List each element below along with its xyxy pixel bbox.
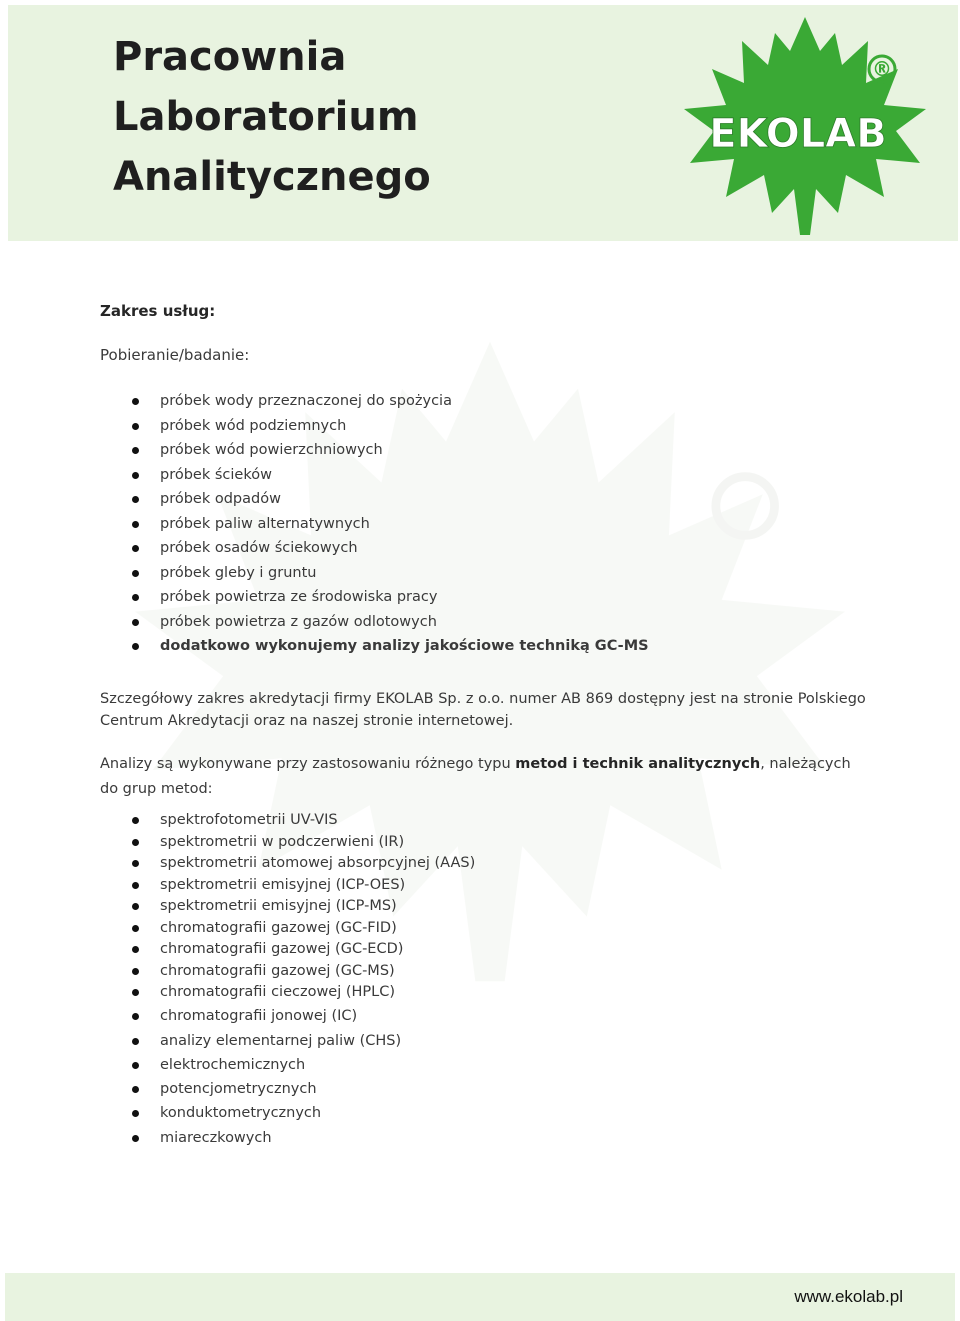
list-item: próbek odpadów	[100, 489, 649, 514]
list-item: chromatografii gazowej (GC-MS)	[100, 961, 475, 983]
services-subheading: Pobieranie/badanie:	[100, 346, 250, 364]
list-item: miareczkowych	[100, 1128, 475, 1152]
footer-bar	[5, 1273, 955, 1321]
header-banner	[8, 5, 958, 241]
list-item: próbek wód powierzchniowych	[100, 440, 649, 465]
list-item: chromatografii cieczowej (HPLC)	[100, 982, 475, 1006]
list-item: chromatografii gazowej (GC-FID)	[100, 918, 475, 940]
list-item: spektrometrii emisyjnej (ICP-OES)	[100, 875, 475, 897]
list-item: próbek powietrza z gazów odlotowych	[100, 612, 649, 637]
list-item: próbek paliw alternatywnych	[100, 514, 649, 539]
list-item: próbek wód podziemnych	[100, 416, 649, 441]
ekolab-logo	[670, 13, 940, 238]
list-item: spektrometrii emisyjnej (ICP-MS)	[100, 896, 475, 918]
list-item-gcms-note: dodatkowo wykonujemy analizy jakościowe techniką GC-MS	[100, 636, 649, 661]
list-item: spektrometrii atomowej absorpcyjnej (AAS)	[100, 853, 475, 875]
logo-text: EKOLAB	[709, 111, 887, 157]
services-heading: Zakres usług:	[100, 302, 216, 320]
methods-intro: Analizy są wykonywane przy zastosowaniu różnego typu metod i technik analitycznych, należących do grup metod:	[100, 755, 851, 797]
list-item: próbek osadów ściekowych	[100, 538, 649, 563]
list-item: próbek powietrza ze środowiska pracy	[100, 587, 649, 612]
sampling-list	[100, 391, 649, 661]
list-item: elektrochemicznych	[100, 1055, 475, 1079]
list-item: chromatografii jonowej (IC)	[100, 1006, 475, 1030]
footer-website-link[interactable]: www.ekolab.pl	[794, 1287, 903, 1306]
list-item: próbek wody przeznaczonej do spożycia	[100, 391, 649, 416]
list-item: próbek ścieków	[100, 465, 649, 490]
list-item: potencjometrycznych	[100, 1079, 475, 1103]
title-line-2: Laboratorium	[113, 94, 419, 140]
methods-intro-bold: metod i technik analitycznych	[515, 755, 761, 772]
list-item: spektrofotometrii UV-VIS	[100, 810, 475, 832]
accreditation-paragraph: Szczegółowy zakres akredytacji firmy EKOLAB Sp. z o.o. numer AB 869 dostępny jest na stronie Polskiego Centrum Akredytacji oraz na naszej stronie internetowej.	[100, 690, 866, 729]
list-item: spektrometrii w podczerwieni (IR)	[100, 832, 475, 854]
registered-mark: ®	[872, 57, 892, 81]
title-line-1: Pracownia	[113, 34, 347, 80]
title-line-3: Analitycznego	[113, 154, 431, 200]
list-item: chromatografii gazowej (GC-ECD)	[100, 939, 475, 961]
methods-list	[100, 810, 475, 1152]
list-item: analizy elementarnej paliw (CHS)	[100, 1031, 475, 1055]
list-item: konduktometrycznych	[100, 1103, 475, 1127]
list-item: próbek gleby i gruntu	[100, 563, 649, 588]
page-title	[113, 27, 431, 207]
